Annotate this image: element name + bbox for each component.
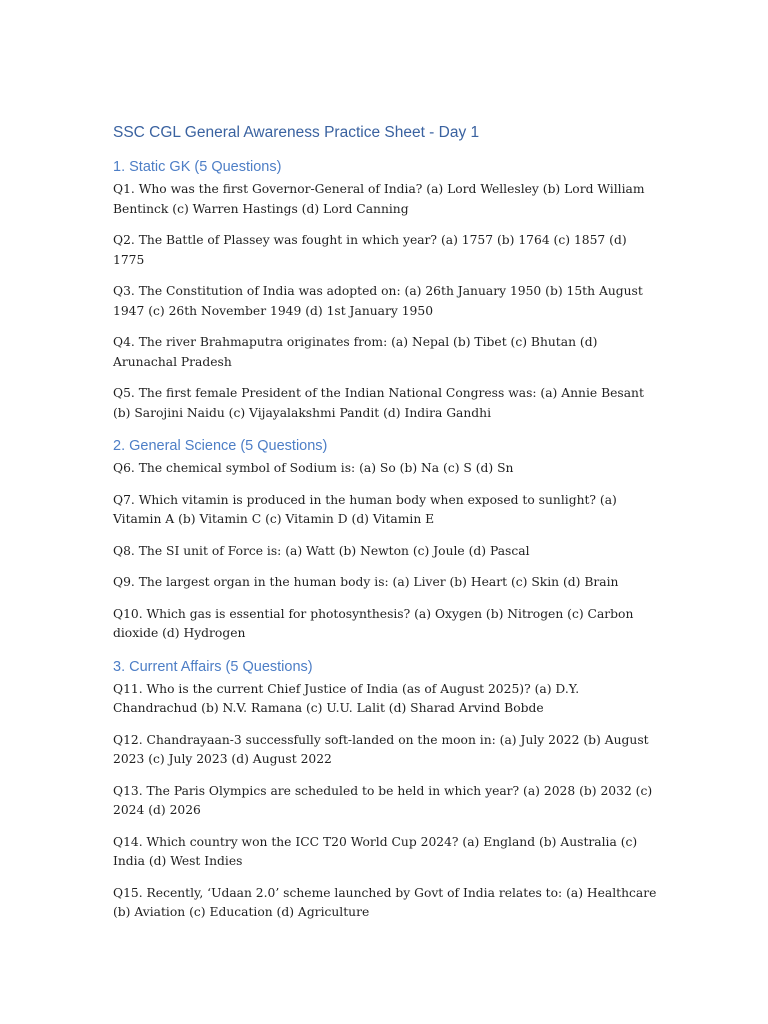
document-page (113, 124, 658, 936)
question-q6: Q6. The chemical symbol of Sodium is: (a) So (b) Na (c) S (d) Sn (113, 461, 514, 475)
question-q12: Q12. Chandrayaan-3 successfully soft-landed on the moon in: (a) July 2022 (b) August 2023 (c) July 2023 (d) August 2022 (113, 732, 649, 766)
question-q14: Q14. Which country won the ICC T20 World Cup 2024? (a) England (b) Australia (c) India (d) West Indies (113, 834, 638, 868)
question-q8: Q8. The SI unit of Force is: (a) Watt (b) Newton (c) Joule (d) Pascal (113, 543, 530, 558)
section-general-science (113, 436, 658, 644)
section-static-gk (113, 157, 658, 423)
section-current-affairs (113, 657, 658, 923)
section-heading: 1. Static GK (5 Questions) (113, 159, 282, 175)
question-q4: Q4. The river Brahmaputra originates from: (a) Nepal (b) Tibet (c) Bhutan (d) Arunachal Pradesh (113, 335, 598, 369)
question-q13: Q13. The Paris Olympics are scheduled to be held in which year? (a) 2028 (b) 2032 (c) 2024 (d) 2026 (113, 783, 653, 817)
section-heading: 3. Current Affairs (5 Questions) (113, 658, 313, 675)
document-title: SSC CGL General Awareness Practice Sheet - Day 1 (113, 124, 480, 141)
question-q2: Q2. The Battle of Plassey was fought in which year? (a) 1757 (b) 1764 (c) 1857 (d) 1775 (113, 233, 627, 267)
section-heading: 2. General Science (5 Questions) (113, 438, 328, 454)
question-q10: Q10. Which gas is essential for photosynthesis? (a) Oxygen (b) Nitrogen (c) Carbon dioxide (d) Hydrogen (113, 606, 634, 640)
question-q7: Q7. Which vitamin is produced in the human body when exposed to sunlight? (a) Vitamin A (b) Vitamin C (c) Vitamin D (d) Vitamin E (113, 492, 617, 526)
question-q5: Q5. The first female President of the Indian National Congress was: (a) Annie Besant (b) Sarojini Naidu (c) Vijayalakshmi Pandit (d) Indira Gandhi (113, 386, 644, 420)
question-q9: Q9. The largest organ in the human body is: (a) Liver (b) Heart (c) Skin (d) Brain (113, 575, 619, 589)
question-q15: Q15. Recently, ‘Udaan 2.0’ scheme launched by Govt of India relates to: (a) Healthcare (b) Aviation (c) Education (d) Agriculture (113, 885, 657, 919)
question-q1: Q1. Who was the first Governor-General of India? (a) Lord Wellesley (b) Lord William Bentinck (c) Warren Hastings (d) Lord Canning (113, 182, 645, 216)
question-q3: Q3. The Constitution of India was adopted on: (a) 26th January 1950 (b) 15th August 1947 (c) 26th November 1949 (d) 1st January 1950 (113, 284, 643, 318)
question-q11: Q11. Who is the current Chief Justice of India (as of August 2025)? (a) D.Y. Chandrachud (b) N.V. Ramana (c) U.U. Lalit (d) Sharad Arvind Bobde (113, 681, 580, 715)
